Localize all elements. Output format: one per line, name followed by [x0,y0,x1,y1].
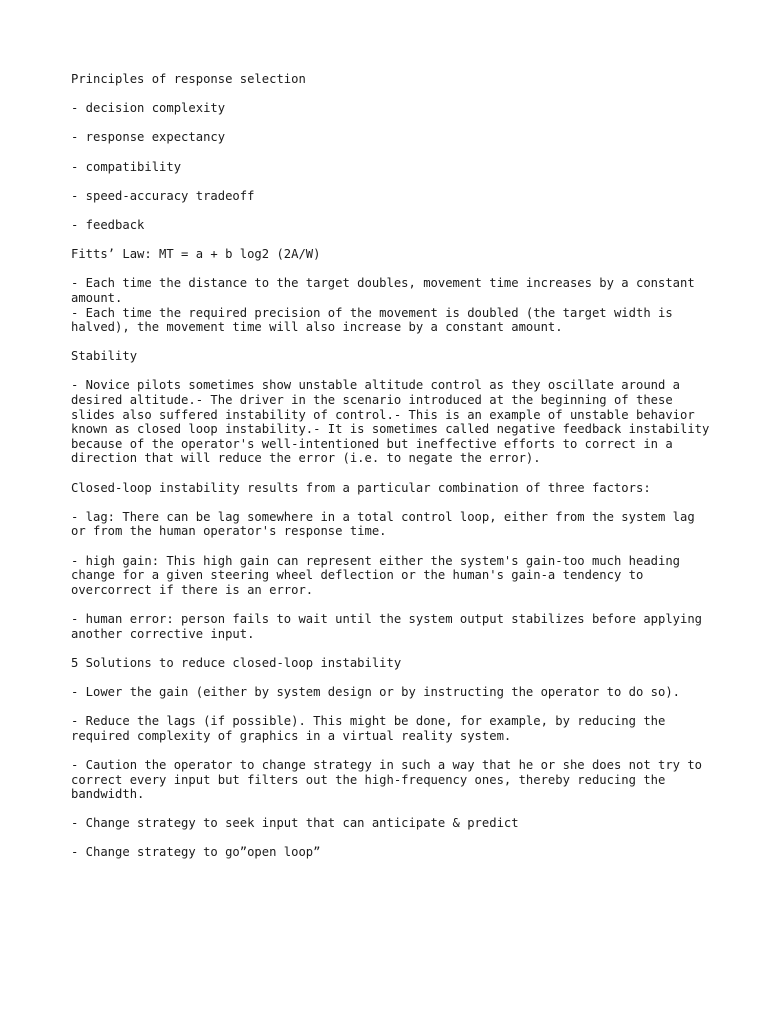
solution-item: - Caution the operator to change strategy in such a way that he or she does not try to correct every input but filters out the high-frequency ones, thereby reducing the bandwidth. [71,757,710,802]
heading-stability: Stability [71,349,138,364]
document-page [71,72,717,875]
fitts-point: - Each time the distance to the target doubles, movement time increases by a constant amount. [71,276,703,305]
solution-item: - Reduce the lags (if possible). This might be done, for example, by reducing the required complexity of graphics in a virtual reality system. [71,714,673,743]
solution-item: - Change strategy to go”open loop” [71,845,321,860]
factor-item: - high gain: This high gain can represent either the system's gain-too much heading change for a given steering wheel deflection or the human's gain-a tendency to overcorrect if there is an error. [71,553,688,597]
factor-item: - human error: person fails to wait until the system output stabilizes before applying another corrective input. [71,611,710,641]
factor-item: - lag: There can be lag somewhere in a total control loop, either from the system lag or from the human operator's response time. [71,509,703,539]
principle-item: - compatibility [71,159,182,174]
stability-paragraph: - Novice pilots sometimes show unstable altitude control as they oscillate around a desired altitude.- The driver in the scenario introduced at the beginning of these slides also suffered instability of control.- This is an example of unstable behavior known as closed loop instability.- It is sometimes called negative feedback instability because of the operator's well-intentioned but ineffective efforts to correct in a direction that will reduce the error (i.e. to negate the error). [71,378,717,466]
heading-principles: Principles of response selection [71,72,306,86]
heading-solutions: 5 Solutions to reduce closed-loop instability [71,655,402,670]
fitts-law-formula: Fitts’ Law: MT = a + b log2 (2A/W) [71,247,321,262]
fitts-point: - Each time the required precision of the movement is doubled (the target width is halved), the movement time will also increase by a constant amount. [71,305,681,335]
principle-item: - speed-accuracy tradeoff [71,188,255,203]
principle-item: - feedback [71,217,145,232]
principle-item: - response expectancy [71,130,226,145]
solution-item: - Lower the gain (either by system design or by instructing the operator to do so). [71,684,681,699]
heading-factors: Closed-loop instability results from a particular combination of three factors: [71,480,651,495]
solution-item: - Change strategy to seek input that can anticipate & predict [71,816,519,831]
principle-item: - decision complexity [71,101,226,116]
